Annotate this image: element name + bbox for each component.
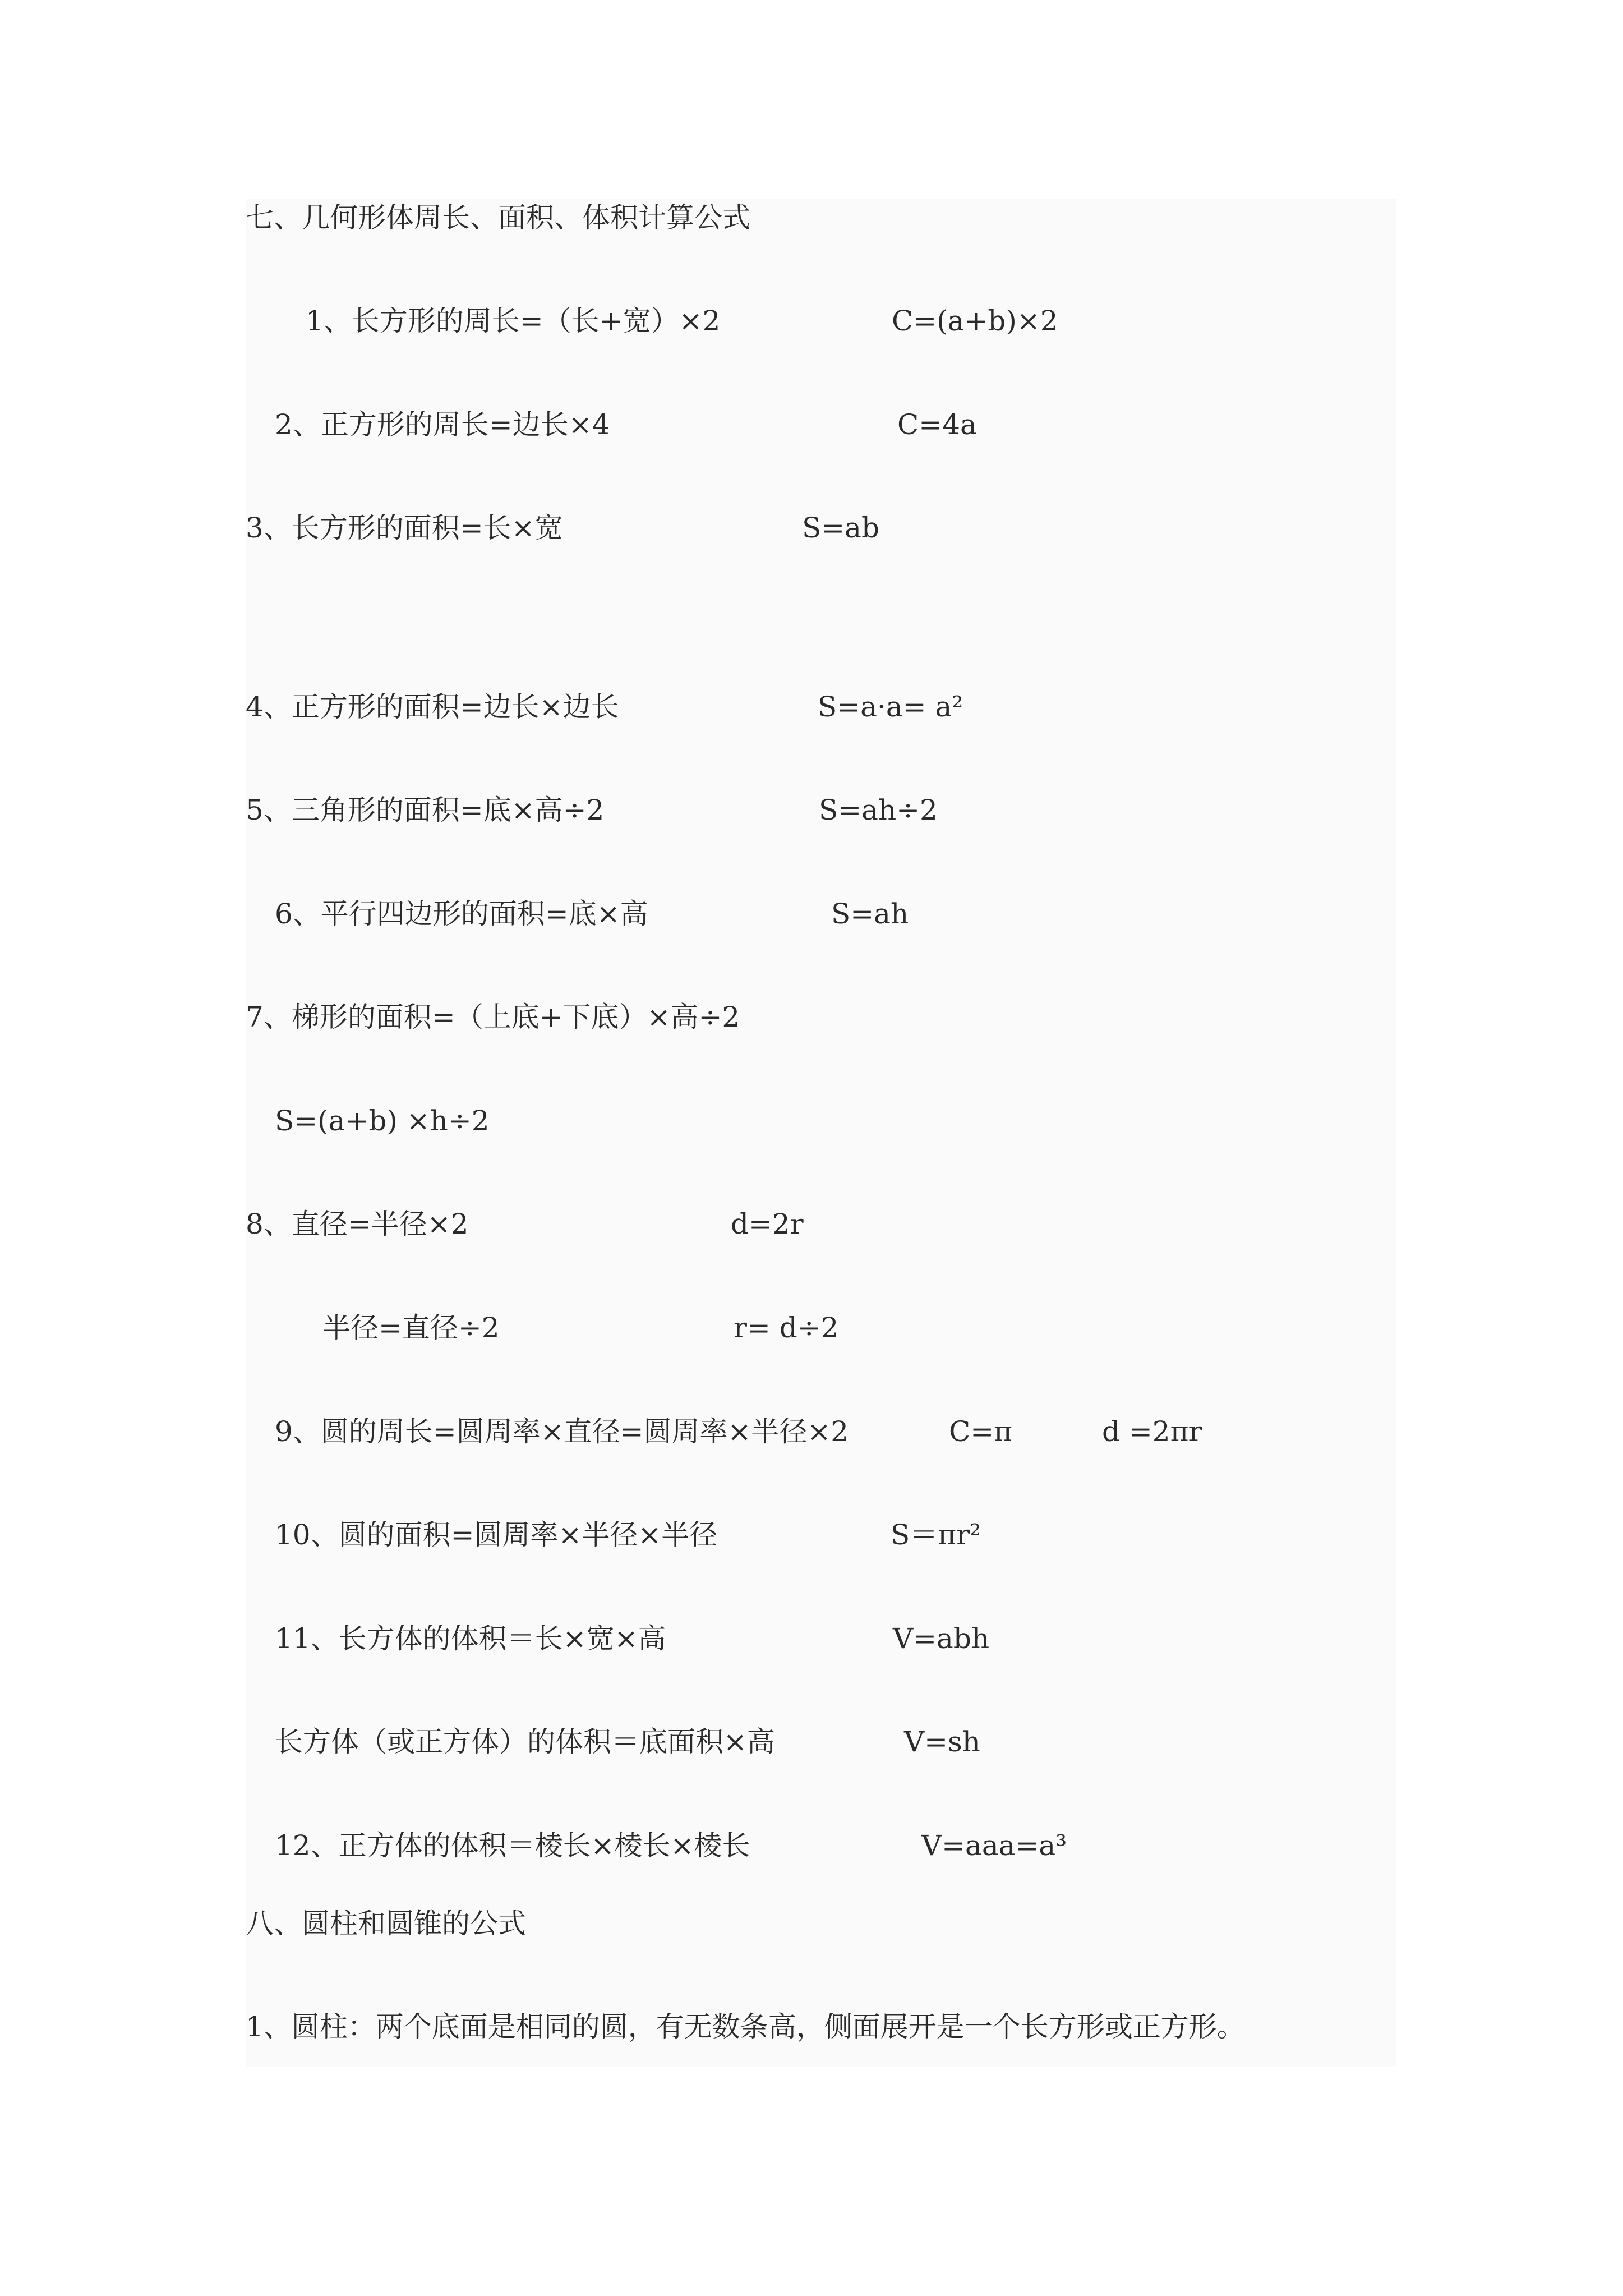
item-12-formula: V=aaa=a³: [921, 1829, 1067, 1862]
item-3-label: 3、长方形的面积=长×宽: [246, 512, 563, 544]
item-5-formula: S=ah÷2: [819, 794, 938, 826]
item-9-formula: C=π: [949, 1415, 1013, 1448]
cuboid-volume-label: 长方体（或正方体）的体积＝底面积×高: [275, 1726, 775, 1758]
item-11-formula: V=abh: [893, 1622, 990, 1655]
item-3-formula: S=ab: [802, 512, 879, 544]
item-9-label: 9、圆的周长=圆周率×直径=圆周率×半径×2: [275, 1415, 849, 1448]
item-7-formula: S=(a+b) ×h÷2: [275, 1105, 490, 1137]
item-1-label: 1、长方形的周长=（长+宽）×2: [306, 305, 721, 337]
radius-formula: r= d÷2: [734, 1312, 839, 1344]
item-6-formula: S=ah: [831, 898, 909, 930]
item-4-formula: S=a·a= a²: [818, 691, 963, 723]
item-9-formula-2: d =2πr: [1102, 1415, 1202, 1448]
item-12-label: 12、正方体的体积＝棱长×棱长×棱长: [275, 1829, 750, 1862]
section-8-heading: 八、圆柱和圆锥的公式: [246, 1907, 526, 1940]
item-8-label: 8、直径=半径×2: [246, 1208, 469, 1240]
cuboid-volume-formula: V=sh: [904, 1726, 980, 1758]
item-8-formula: d=2r: [731, 1208, 804, 1240]
item-6-label: 6、平行四边形的面积=底×高: [275, 898, 648, 930]
radius-label: 半径=直径÷2: [322, 1312, 500, 1344]
section-8-item-1: 1、圆柱：两个底面是相同的圆，有无数条高，侧面展开是一个长方形或正方形。: [246, 2010, 1245, 2043]
item-2-label: 2、正方形的周长=边长×4: [275, 408, 610, 441]
item-11-label: 11、长方体的体积＝长×宽×高: [275, 1622, 666, 1655]
item-5-label: 5、三角形的面积=底×高÷2: [246, 794, 605, 826]
item-4-label: 4、正方形的面积=边长×边长: [246, 691, 619, 723]
item-2-formula: C=4a: [897, 408, 977, 441]
item-10-formula: S＝πr²: [891, 1519, 981, 1551]
item-1-formula: C=(a+b)×2: [892, 305, 1058, 337]
section-7-heading: 七、几何形体周长、面积、体积计算公式: [246, 201, 750, 234]
item-7-label: 7、梯形的面积=（上底+下底）×高÷2: [246, 1001, 740, 1033]
item-10-label: 10、圆的面积=圆周率×半径×半径: [275, 1519, 718, 1551]
